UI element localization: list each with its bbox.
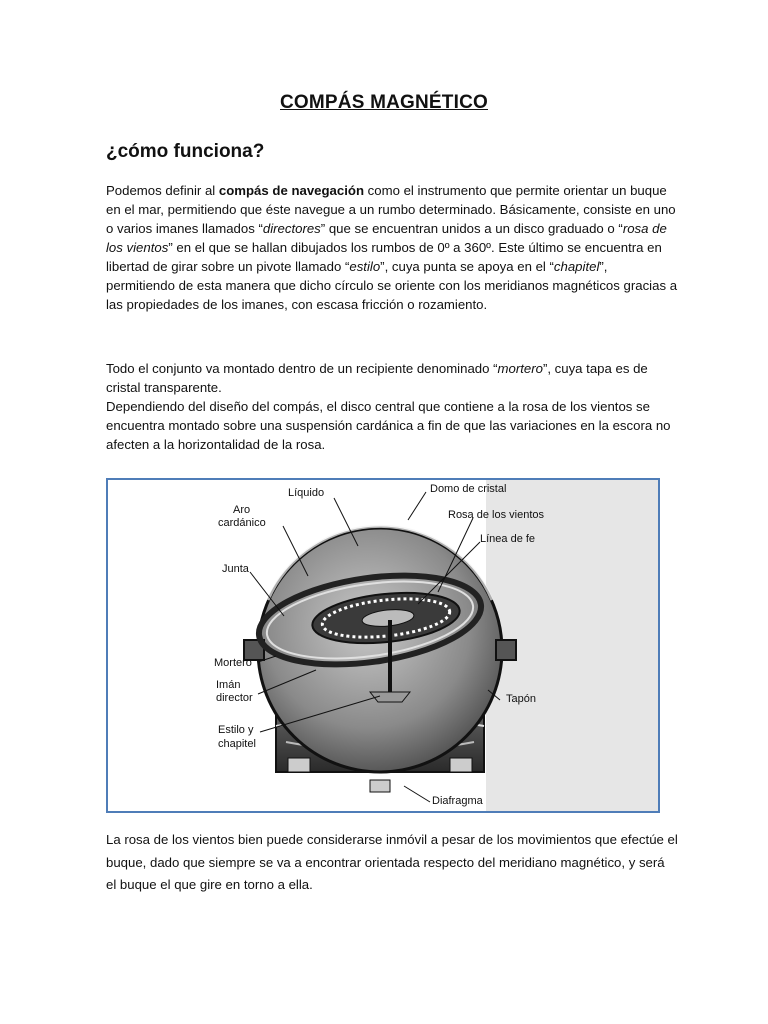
label-rosa-de-los-vientos: Rosa de los vientos (448, 509, 544, 521)
italic-term: estilo (349, 259, 381, 274)
bold-term: compás de navegación (218, 183, 365, 198)
italic-term: chapitel (553, 259, 600, 274)
text-run: Podemos definir al (106, 183, 219, 198)
label-liquido: Líquido (288, 487, 325, 499)
italic-term: directores (262, 221, 321, 236)
paragraph-suspension: Dependiendo del diseño del compás, el disco central que contiene a la rosa de los vientos se encuentra montado sobre una suspensión cardánica a fin de que las variaciones en la escora no afecten a la horizontalidad de la rosa. (106, 399, 671, 452)
label-estilo-y: Estilo y (218, 724, 254, 736)
label-cardanico: cardánico (218, 517, 266, 529)
document-title: COMPÁS MAGNÉTICO (280, 92, 488, 113)
label-junta: Junta (222, 563, 249, 575)
label-linea-de-fe: Línea de fe (480, 533, 536, 545)
label-chapitel: chapitel (218, 738, 256, 750)
paragraph-mortero (106, 359, 678, 397)
text-run: ”, permitiendo de esta manera que dicho círculo se oriente con los meridianos magnéticos gracias a las propiedades de los imanes, con escasa fricción o rozamiento. (106, 259, 678, 312)
text-run: ”, cuya tapa es de cristal transparente. (106, 361, 648, 395)
compass-diagram-figure (106, 478, 660, 813)
compass-diagram (108, 480, 658, 811)
glass-dome (258, 526, 502, 772)
label-tapon: Tapón (506, 693, 536, 705)
label-iman: Imán (216, 679, 241, 691)
text-run: ” en el que se hallan dibujados los rumbos de 0º a 360º. Este último se encuentra en libertad de girar sobre un pivote llamado “ (106, 240, 662, 274)
italic-term: mortero (497, 361, 543, 376)
label-diafragma: Diafragma (432, 795, 483, 807)
paragraph-definition (106, 181, 678, 314)
text-run: Todo el conjunto va montado dentro de un recipiente denominado “ (106, 361, 498, 376)
italic-term: rosa de los vientos (106, 221, 667, 255)
label-aro: Aro (233, 504, 251, 516)
label-director: director (216, 692, 253, 704)
text-run: como el instrumento que permite orientar un buque en el mar, permitiendo que éste navegue a un rumbo determinado. Básicamente, consiste en uno o varios imanes llamados “ (106, 183, 676, 236)
text-run: ” que se encuentran unidos a un disco graduado o “ (320, 221, 623, 236)
paragraph-rosa-inmovil: La rosa de los vientos bien puede considerarse inmóvil a pesar de los movimientos que efectúe el buque, dado que siempre se va a encontrar orientada respecto del meridiano magnético, y será el buque el que gire en torno a ella. (106, 832, 678, 892)
section-heading: ¿cómo funciona? (106, 141, 265, 162)
label-mortero: Mortero (214, 657, 252, 669)
label-domo-de-cristal: Domo de cristal (430, 483, 507, 495)
text-run: ”, cuya punta se apoya en el “ (380, 259, 554, 274)
right-flange (496, 640, 516, 660)
